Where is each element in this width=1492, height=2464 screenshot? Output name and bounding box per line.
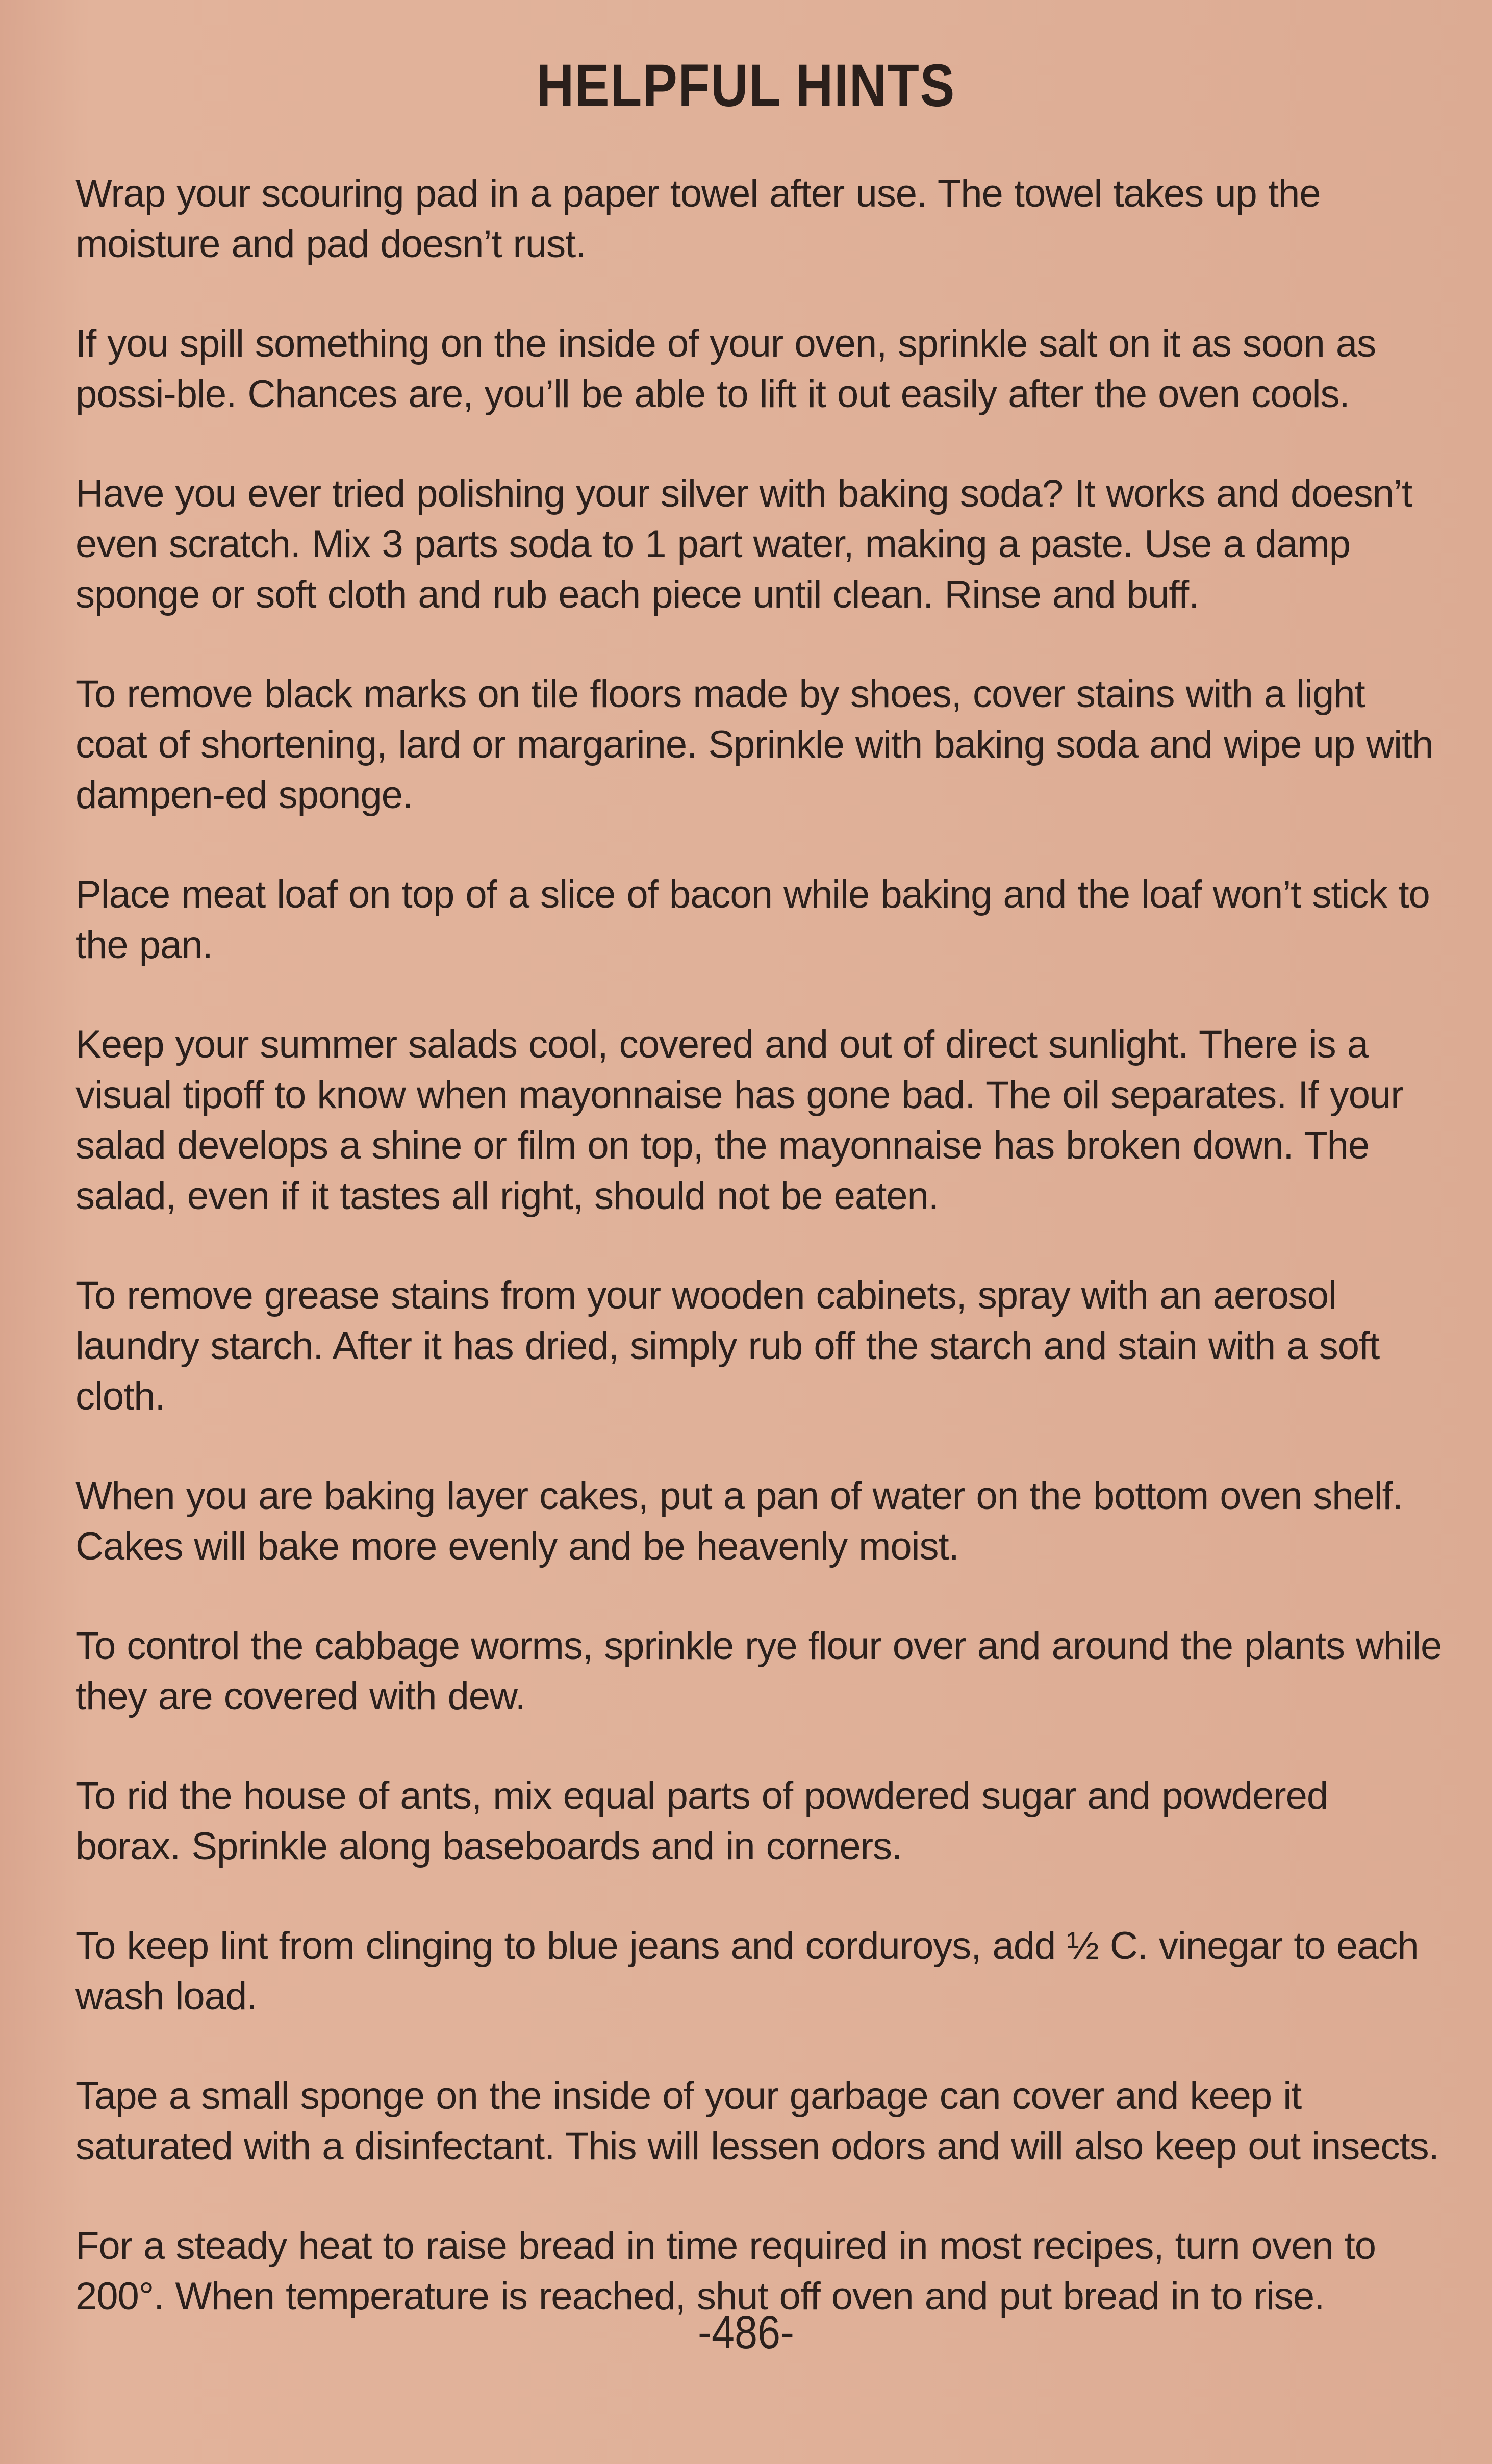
hints-list bbox=[75, 168, 1443, 2371]
hint-paragraph: To remove black marks on tile floors made by shoes, cover stains with a light coat of shortening, lard or margarine. Sprinkle with baking soda and wipe up with dampen-ed sponge. bbox=[75, 672, 1433, 817]
hint-paragraph: If you spill something on the inside of your oven, sprinkle salt on it as soon as possi-ble. Chances are, you’ll be able to lift it out easily after the oven cools. bbox=[75, 322, 1376, 416]
hint-paragraph: Have you ever tried polishing your silver with baking soda? It works and doesn’t even scratch. Mix 3 parts soda to 1 part water, making a paste. Use a damp sponge or soft cloth and rub each piece until clean. Rinse and buff. bbox=[75, 472, 1412, 616]
hint-paragraph: When you are baking layer cakes, put a pan of water on the bottom oven shelf. Cakes will bake more evenly and be heavenly moist. bbox=[75, 1474, 1403, 1568]
page-number: -486- bbox=[697, 2306, 795, 2358]
hint-paragraph: Tape a small sponge on the inside of your garbage can cover and keep it saturated with a disinfectant. This will lessen odors and will also keep out insects. bbox=[75, 2074, 1439, 2168]
hint-paragraph: To control the cabbage worms, sprinkle rye flour over and around the plants while they are covered with dew. bbox=[75, 1624, 1442, 1718]
page-title: HELPFUL HINTS bbox=[536, 52, 956, 119]
hint-paragraph: Wrap your scouring pad in a paper towel after use. The towel takes up the moisture and pad doesn’t rust. bbox=[75, 172, 1321, 266]
hint-paragraph: To keep lint from clinging to blue jeans and corduroys, add ½ C. vinegar to each wash load. bbox=[75, 1924, 1419, 2018]
hint-paragraph: Place meat loaf on top of a slice of bacon while baking and the loaf won’t stick to the pan. bbox=[75, 873, 1430, 967]
hint-paragraph: For a steady heat to raise bread in time required in most recipes, turn oven to 200°. When temperature is reached, shut off oven and put bread in to rise. bbox=[75, 2224, 1376, 2318]
hint-paragraph: Keep your summer salads cool, covered and out of direct sunlight. There is a visual tipoff to know when mayonnaise has gone bad. The oil separates. If your salad develops a shine or film on top, the mayonnaise has broken down. The salad, even if it tastes all right, should not be eaten. bbox=[75, 1023, 1403, 1218]
hint-paragraph: To remove grease stains from your wooden cabinets, spray with an aerosol laundry starch. After it has dried, simply rub off the starch and stain with a soft cloth. bbox=[75, 1274, 1380, 1418]
hint-paragraph: To rid the house of ants, mix equal parts of powdered sugar and powdered borax. Sprinkle along baseboards and in corners. bbox=[75, 1774, 1328, 1868]
